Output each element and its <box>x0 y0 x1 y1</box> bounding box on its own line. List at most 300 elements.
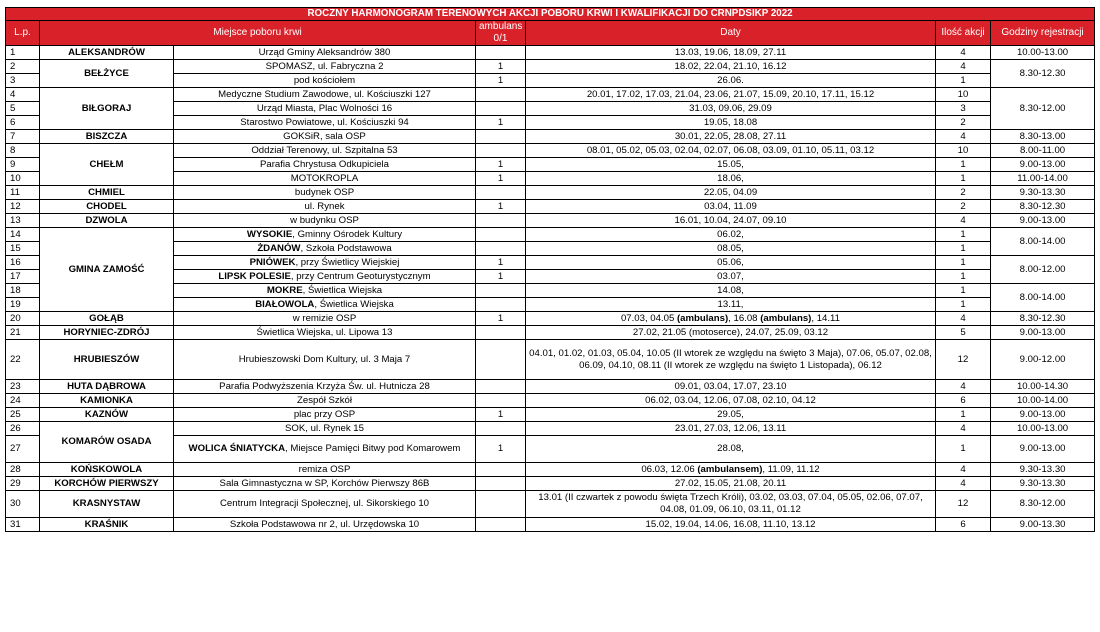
row-number: 10 <box>6 172 40 186</box>
row-number: 3 <box>6 74 40 88</box>
text-segment: 27.02, 15.05, 21.08, 20.11 <box>674 477 787 489</box>
registration-hours: 10.00-14.30 <box>991 380 1095 394</box>
ambulans-flag <box>476 518 526 532</box>
text-segment: GOKSiR, sala OSP <box>283 130 366 142</box>
city-name: KRAŚNIK <box>40 518 174 532</box>
row-number: 23 <box>6 380 40 394</box>
donation-place <box>174 463 476 477</box>
registration-hours: 9.00-12.00 <box>991 340 1095 380</box>
row-number: 17 <box>6 270 40 284</box>
ambulans-flag <box>476 242 526 256</box>
action-count: 4 <box>936 46 991 60</box>
header-count: Ilość akcji <box>936 21 991 46</box>
registration-hours: 10.00-13.00 <box>991 46 1095 60</box>
text-segment: Szkoła Podstawowa nr 2, ul. Urzędowska 10 <box>229 518 420 530</box>
donation-place <box>174 186 476 200</box>
dates-list <box>526 284 936 298</box>
text-segment: SOK, ul. Rynek 15 <box>285 422 364 434</box>
bold-text: MOKRE <box>266 284 303 296</box>
text-segment: 15.02, 19.04, 14.06, 16.08, 11.10, 13.12 <box>645 518 816 530</box>
ambulans-flag <box>476 214 526 228</box>
text-segment: 18.02, 22.04, 21.10, 16.12 <box>674 60 787 72</box>
action-count: 4 <box>936 422 991 436</box>
action-count: 10 <box>936 144 991 158</box>
ambulans-flag: 1 <box>476 158 526 172</box>
row-number: 13 <box>6 214 40 228</box>
action-count: 3 <box>936 102 991 116</box>
registration-hours: 8.00-12.00 <box>991 256 1095 284</box>
dates-list <box>526 228 936 242</box>
text-segment: w remizie OSP <box>292 312 357 324</box>
header-place: Miejsce poboru krwi <box>40 21 476 46</box>
action-count: 1 <box>936 298 991 312</box>
table-row <box>6 228 1095 242</box>
city-name: CHMIEL <box>40 186 174 200</box>
city-name: CHEŁM <box>40 144 174 186</box>
table-row <box>6 200 1095 214</box>
dates-list <box>526 518 936 532</box>
ambulans-flag <box>476 130 526 144</box>
row-number: 25 <box>6 408 40 422</box>
text-segment: 04.01, 01.02, 01.03, 05.04, 10.05 (II wtorek ze względu na święto 3 Maja), 07.06, 05.07, 02.08, 06.09, 04.10, 08.11 (II wtorek ze względu na święto 1 Listopada), 06.12 <box>529 347 932 371</box>
donation-place <box>174 422 476 436</box>
dates-list <box>526 380 936 394</box>
row-number: 5 <box>6 102 40 116</box>
text-segment: 26.06. <box>717 74 744 86</box>
donation-place <box>174 200 476 214</box>
text-segment: 15.05, <box>717 158 744 170</box>
text-segment: Hrubieszowski Dom Kultury, ul. 3 Maja 7 <box>238 353 411 365</box>
bold-text: (ambulansem) <box>697 463 763 475</box>
donation-place <box>174 130 476 144</box>
action-count: 1 <box>936 172 991 186</box>
text-segment: , przy Centrum Geoturystycznym <box>290 270 431 282</box>
text-segment: plac przy OSP <box>293 408 356 420</box>
text-segment: Parafia Podwyższenia Krzyża Św. ul. Hutnicza 28 <box>219 380 430 392</box>
row-number: 21 <box>6 326 40 340</box>
donation-place <box>174 477 476 491</box>
registration-hours: 8.30-12.00 <box>991 88 1095 130</box>
text-segment: 13.03, 19.06, 18.09, 27.11 <box>674 46 787 58</box>
text-segment: , 11.09, 11.12 <box>762 463 820 475</box>
donation-place <box>174 102 476 116</box>
registration-hours: 10.00-14.00 <box>991 394 1095 408</box>
donation-place <box>174 256 476 270</box>
action-count: 4 <box>936 477 991 491</box>
ambulans-flag <box>476 380 526 394</box>
text-segment: MOTOKROPLA <box>290 172 359 184</box>
dates-list <box>526 46 936 60</box>
ambulans-flag <box>476 491 526 518</box>
donation-place <box>174 144 476 158</box>
row-number: 6 <box>6 116 40 130</box>
dates-list <box>526 172 936 186</box>
row-number: 1 <box>6 46 40 60</box>
ambulans-flag <box>476 144 526 158</box>
table-row <box>6 463 1095 477</box>
action-count: 2 <box>936 200 991 214</box>
text-segment: 20.01, 17.02, 17.03, 21.04, 23.06, 21.07, 15.09, 20.10, 17.11, 15.12 <box>586 88 875 100</box>
text-segment: remiza OSP <box>298 463 351 475</box>
text-segment: 06.02, <box>717 228 744 240</box>
bold-text: WOLICA ŚNIATYCKA <box>188 443 286 454</box>
registration-hours: 8.00-11.00 <box>991 144 1095 158</box>
row-number: 12 <box>6 200 40 214</box>
donation-place <box>174 242 476 256</box>
dates-list <box>526 491 936 518</box>
row-number: 16 <box>6 256 40 270</box>
text-segment: , Świetlica Wiejska <box>314 298 394 310</box>
donation-place <box>174 88 476 102</box>
registration-hours: 10.00-13.00 <box>991 422 1095 436</box>
bold-text: PNIÓWEK <box>249 256 296 268</box>
action-count: 1 <box>936 284 991 298</box>
row-number: 29 <box>6 477 40 491</box>
city-name: HUTA DĄBROWA <box>40 380 174 394</box>
donation-place <box>174 158 476 172</box>
text-segment: 22.05, 04.09 <box>703 186 758 198</box>
text-segment: 27.02, 21.05 (motoserce), 24.07, 25.09, 03.12 <box>632 326 829 338</box>
dates-list <box>526 422 936 436</box>
ambulans-flag: 1 <box>476 74 526 88</box>
action-count: 2 <box>936 186 991 200</box>
text-segment: Parafia Chrystusa Odkupiciela <box>259 158 390 170</box>
registration-hours: 9.00-13.00 <box>991 408 1095 422</box>
registration-hours: 9.30-13.30 <box>991 477 1095 491</box>
dates-list <box>526 130 936 144</box>
header-ambulans: ambulans 0/1 <box>476 21 526 46</box>
row-number: 28 <box>6 463 40 477</box>
text-segment: w budynku OSP <box>290 214 359 226</box>
text-segment: 30.01, 22.05, 28.08, 27.11 <box>674 130 787 142</box>
city-name: KOMARÓW OSADA <box>40 422 174 463</box>
text-segment: , 14.11 <box>811 312 841 324</box>
row-number: 9 <box>6 158 40 172</box>
action-count: 4 <box>936 214 991 228</box>
city-name: GMINA ZAMOŚĆ <box>40 228 174 312</box>
table-title: ROCZNY HARMONOGRAM TERENOWYCH AKCJI POBORU KRWI I KWALIFIKACJI DO CRNPDSIKP 2022 <box>6 8 1095 21</box>
action-count: 1 <box>936 158 991 172</box>
registration-hours: 8.30-13.00 <box>991 130 1095 144</box>
row-number: 11 <box>6 186 40 200</box>
text-segment: 13.11, <box>717 298 744 310</box>
ambulans-flag <box>476 477 526 491</box>
registration-hours: 9.00-13.00 <box>991 436 1095 463</box>
dates-list <box>526 74 936 88</box>
registration-hours: 9.30-13.30 <box>991 186 1095 200</box>
donation-place <box>174 436 476 463</box>
dates-list <box>526 60 936 74</box>
table-row <box>6 326 1095 340</box>
action-count: 10 <box>936 88 991 102</box>
text-segment: , Szkoła Podstawowa <box>300 242 392 254</box>
dates-list <box>526 214 936 228</box>
action-count: 4 <box>936 380 991 394</box>
text-segment: , Gminny Ośrodek Kultury <box>292 228 403 240</box>
ambulans-flag <box>476 102 526 116</box>
row-number: 22 <box>6 340 40 380</box>
action-count: 12 <box>936 340 991 380</box>
text-segment: 23.01, 27.03, 12.06, 13.11 <box>674 422 787 434</box>
text-segment: 07.03, 04.05 <box>620 312 677 324</box>
ambulans-flag <box>476 284 526 298</box>
text-segment: 29.05, <box>717 408 744 420</box>
text-segment: 08.01, 05.02, 05.03, 02.04, 02.07, 06.08, 03.09, 01.10, 05.11, 03.12 <box>586 144 875 156</box>
action-count: 1 <box>936 436 991 463</box>
action-count: 1 <box>936 256 991 270</box>
ambulans-flag: 1 <box>476 60 526 74</box>
donation-place <box>174 394 476 408</box>
city-name: BEŁŻYCE <box>40 60 174 88</box>
dates-list <box>526 436 936 463</box>
ambulans-flag: 1 <box>476 200 526 214</box>
table-row <box>6 130 1095 144</box>
table-row <box>6 88 1095 102</box>
ambulans-flag <box>476 326 526 340</box>
text-segment: 06.02, 03.04, 12.06, 07.08, 02.10, 04.12 <box>645 394 816 406</box>
dates-list <box>526 298 936 312</box>
donation-place <box>174 214 476 228</box>
row-number: 19 <box>6 298 40 312</box>
table-row <box>6 46 1095 60</box>
text-segment: 28.08, <box>717 443 744 454</box>
ambulans-flag <box>476 422 526 436</box>
action-count: 1 <box>936 270 991 284</box>
action-count: 2 <box>936 116 991 130</box>
ambulans-flag <box>476 298 526 312</box>
text-segment: Medyczne Studium Zawodowe, ul. Kościuszki 127 <box>218 88 431 100</box>
header-dates: Daty <box>526 21 936 46</box>
ambulans-flag <box>476 186 526 200</box>
ambulans-flag: 1 <box>476 116 526 130</box>
ambulans-flag: 1 <box>476 270 526 284</box>
dates-list <box>526 326 936 340</box>
action-count: 1 <box>936 74 991 88</box>
donation-place <box>174 312 476 326</box>
table-row <box>6 518 1095 532</box>
text-segment: ul. Rynek <box>304 200 345 212</box>
action-count: 1 <box>936 228 991 242</box>
text-segment: Urząd Miasta, Plac Wolności 16 <box>256 102 393 114</box>
ambulans-flag <box>476 463 526 477</box>
row-number: 30 <box>6 491 40 518</box>
ambulans-flag <box>476 88 526 102</box>
text-segment: 06.03, 12.06 <box>641 463 698 475</box>
donation-place <box>174 518 476 532</box>
schedule-sheet <box>5 7 1094 532</box>
dates-list <box>526 88 936 102</box>
bold-text: BIAŁOWOLA <box>255 298 315 310</box>
text-segment: , 16.08 <box>728 312 761 324</box>
donation-place <box>174 172 476 186</box>
dates-list <box>526 408 936 422</box>
text-segment: Urząd Gminy Aleksandrów 380 <box>258 46 391 58</box>
city-name: KAMIONKA <box>40 394 174 408</box>
dates-list <box>526 102 936 116</box>
text-segment: Starostwo Powiatowe, ul. Kościuszki 94 <box>240 116 409 128</box>
text-segment: Oddział Terenowy, ul. Szpitalna 53 <box>251 144 398 156</box>
city-name: GOŁĄB <box>40 312 174 326</box>
row-number: 24 <box>6 394 40 408</box>
registration-hours: 9.30-13.30 <box>991 463 1095 477</box>
table-row <box>6 60 1095 74</box>
dates-list <box>526 144 936 158</box>
city-name: BISZCZA <box>40 130 174 144</box>
donation-place <box>174 270 476 284</box>
dates-list <box>526 340 936 380</box>
text-segment: pod kościołem <box>293 74 356 86</box>
registration-hours: 9.00-13.00 <box>991 326 1095 340</box>
dates-list <box>526 463 936 477</box>
donation-place <box>174 284 476 298</box>
ambulans-flag: 1 <box>476 408 526 422</box>
city-name: HORYNIEC-ZDRÓJ <box>40 326 174 340</box>
table-row <box>6 312 1095 326</box>
table-row <box>6 380 1095 394</box>
registration-hours: 8.00-14.00 <box>991 228 1095 256</box>
donation-place <box>174 60 476 74</box>
table-row <box>6 477 1095 491</box>
row-number: 27 <box>6 436 40 463</box>
registration-hours: 8.00-14.00 <box>991 284 1095 312</box>
action-count: 4 <box>936 463 991 477</box>
table-body <box>6 46 1095 532</box>
row-number: 18 <box>6 284 40 298</box>
bold-text: ŻDANÓW <box>257 242 301 254</box>
dates-list <box>526 477 936 491</box>
text-segment: , przy Świetlicy Wiejskiej <box>295 256 400 268</box>
ambulans-flag <box>476 228 526 242</box>
registration-hours: 8.30-12.30 <box>991 200 1095 214</box>
table-row <box>6 186 1095 200</box>
ambulans-flag <box>476 394 526 408</box>
text-segment: 05.06, <box>717 256 744 268</box>
dates-list <box>526 116 936 130</box>
bold-text: (ambulans) <box>676 312 729 324</box>
registration-hours: 8.30-12.30 <box>991 312 1095 326</box>
action-count: 4 <box>936 60 991 74</box>
donation-place <box>174 326 476 340</box>
dates-list <box>526 186 936 200</box>
city-name: KRASNYSTAW <box>40 491 174 518</box>
city-name: HRUBIESZÓW <box>40 340 174 380</box>
table-row <box>6 144 1095 158</box>
registration-hours: 8.30-12.30 <box>991 60 1095 88</box>
registration-hours: 8.30-12.00 <box>991 491 1095 518</box>
text-segment: 14.08, <box>717 284 744 296</box>
text-segment: 03.04, 11.09 <box>704 200 757 212</box>
text-segment: Sala Gimnastyczna w SP, Korchów Pierwszy 86B <box>219 477 430 489</box>
dates-list <box>526 200 936 214</box>
action-count: 1 <box>936 242 991 256</box>
action-count: 5 <box>936 326 991 340</box>
row-number: 15 <box>6 242 40 256</box>
bold-text: (ambulans) <box>760 312 812 324</box>
city-name: ALEKSANDRÓW <box>40 46 174 60</box>
city-name: KORCHÓW PIERWSZY <box>40 477 174 491</box>
registration-hours: 11.00-14.00 <box>991 172 1095 186</box>
city-name: DZWOLA <box>40 214 174 228</box>
text-segment: Świetlica Wiejska, ul. Lipowa 13 <box>256 326 393 338</box>
table-row <box>6 340 1095 380</box>
dates-list <box>526 270 936 284</box>
text-segment: 03.07, <box>717 270 744 282</box>
donation-place <box>174 116 476 130</box>
text-segment: SPOMASZ, ul. Fabryczna 2 <box>265 60 384 72</box>
dates-list <box>526 312 936 326</box>
ambulans-flag: 1 <box>476 256 526 270</box>
donation-place <box>174 298 476 312</box>
text-segment: 08.05, <box>717 242 744 254</box>
action-count: 12 <box>936 491 991 518</box>
donation-place <box>174 340 476 380</box>
header-hours: Godziny rejestracji <box>991 21 1095 46</box>
table-row <box>6 491 1095 518</box>
row-number: 20 <box>6 312 40 326</box>
row-number: 31 <box>6 518 40 532</box>
dates-list <box>526 242 936 256</box>
text-segment: 09.01, 03.04, 17.07, 23.10 <box>674 380 787 392</box>
action-count: 6 <box>936 518 991 532</box>
text-segment: budynek OSP <box>294 186 355 198</box>
ambulans-flag <box>476 46 526 60</box>
table-row <box>6 422 1095 436</box>
donation-place <box>174 46 476 60</box>
donation-place <box>174 491 476 518</box>
table-row <box>6 408 1095 422</box>
row-number: 7 <box>6 130 40 144</box>
text-segment: 31.03, 09.06, 29.09 <box>689 102 772 114</box>
donation-place <box>174 228 476 242</box>
action-count: 4 <box>936 130 991 144</box>
row-number: 2 <box>6 60 40 74</box>
registration-hours: 9.00-13.30 <box>991 518 1095 532</box>
text-segment: Centrum Integracji Społecznej, ul. Sikorskiego 10 <box>219 498 430 509</box>
ambulans-flag <box>476 340 526 380</box>
dates-list <box>526 158 936 172</box>
donation-place <box>174 408 476 422</box>
text-segment: 13.01 (II czwartek z powodu święta Trzech Króli), 03.02, 03.03, 07.04, 05.05, 02.06, 07.07, 04.08, 01.09, 06.10, 03.11, 01.12 <box>538 492 923 515</box>
city-name: KOŃSKOWOLA <box>40 463 174 477</box>
city-name: CHODEL <box>40 200 174 214</box>
table-row <box>6 214 1095 228</box>
text-segment: 18.06, <box>717 172 744 184</box>
dates-list <box>526 394 936 408</box>
ambulans-flag: 1 <box>476 312 526 326</box>
ambulans-flag: 1 <box>476 436 526 463</box>
registration-hours: 9.00-13.00 <box>991 158 1095 172</box>
ambulans-flag: 1 <box>476 172 526 186</box>
registration-hours: 9.00-13.00 <box>991 214 1095 228</box>
row-number: 8 <box>6 144 40 158</box>
text-segment: Zespół Szkół <box>297 394 352 406</box>
dates-list <box>526 256 936 270</box>
bold-text: WYSOKIE <box>246 228 293 240</box>
row-number: 26 <box>6 422 40 436</box>
table-row <box>6 394 1095 408</box>
city-name: KAZNÓW <box>40 408 174 422</box>
action-count: 6 <box>936 394 991 408</box>
text-segment: , Świetlica Wiejska <box>302 284 383 296</box>
text-segment: , Miejsce Pamięci Bitwy pod Komarowem <box>285 443 461 454</box>
action-count: 4 <box>936 312 991 326</box>
city-name: BIŁGORAJ <box>40 88 174 130</box>
text-segment: 16.01, 10.04, 24.07, 09.10 <box>674 214 787 226</box>
row-number: 14 <box>6 228 40 242</box>
row-number: 4 <box>6 88 40 102</box>
schedule-table <box>5 7 1095 532</box>
bold-text: LIPSK POLESIE <box>218 270 291 282</box>
